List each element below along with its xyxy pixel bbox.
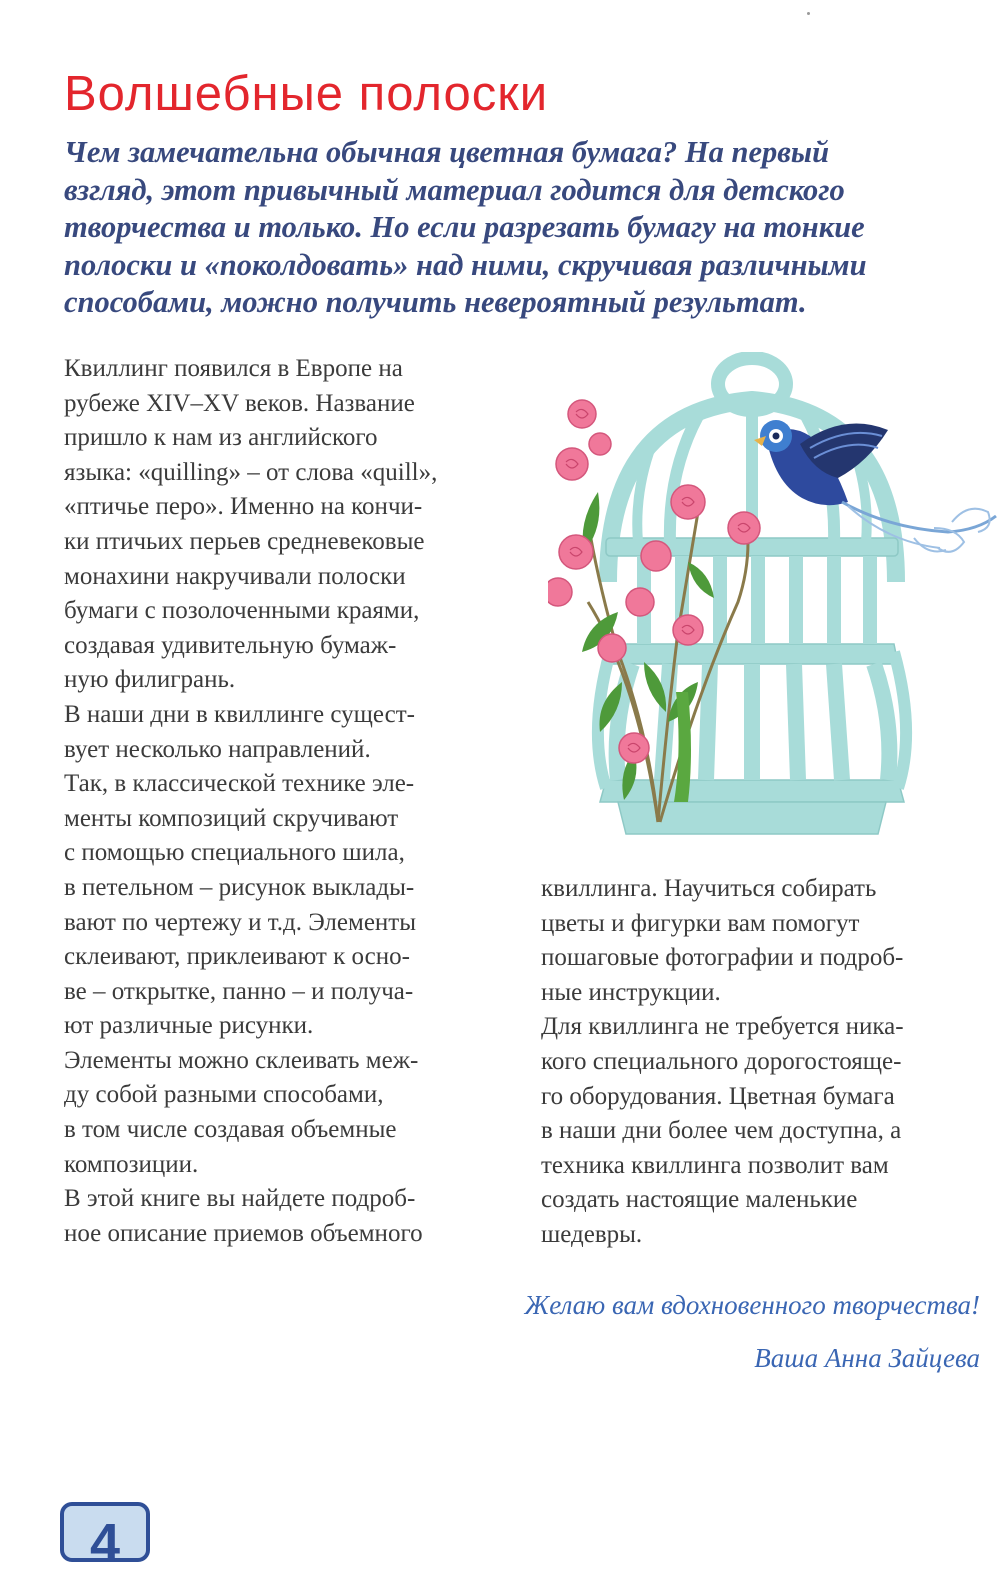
body-line: го оборудования. Цветная бумага	[541, 1082, 895, 1110]
body-line: менты композиций скручивают	[64, 804, 399, 832]
right-column-text	[541, 872, 981, 1253]
intro-line: полоски и «поколдовать» над ними, скручивая различными	[64, 247, 867, 282]
body-line: рубеже XIV–XV веков. Название	[64, 389, 415, 417]
body-line: Для квиллинга не требуется ника-	[541, 1013, 904, 1041]
body-line: языка: «quilling» – от слова «quill»,	[64, 458, 438, 486]
page-number: 4	[89, 1513, 121, 1573]
body-line: В наши дни в квиллинге сущест-	[64, 700, 415, 728]
body-line: создавая удивительную бумаж-	[64, 631, 397, 659]
body-line: в петельном – рисунок выклады-	[64, 873, 415, 901]
intro-line: Чем замечательна обычная цветная бумага? На первый	[64, 135, 830, 169]
body-line: с помощью специального шила,	[64, 839, 405, 867]
body-line: вует несколько направлений.	[64, 735, 371, 763]
body-line: в наши дни более чем доступна, а	[541, 1117, 902, 1145]
body-line: ки птичьих перьев средневековые	[64, 527, 425, 555]
body-line: цветы и фигурки вам помогут	[541, 909, 860, 937]
body-line: техника квиллинга позволит вам	[541, 1151, 889, 1179]
body-line: пришло к нам из английского	[64, 424, 378, 452]
body-line: ную филигрань.	[64, 666, 236, 694]
body-line: в том числе создавая объемные	[64, 1116, 397, 1144]
intro-line: способами, можно получить невероятный результат.	[64, 285, 807, 319]
body-line: квиллинга. Научиться собирать	[541, 875, 877, 902]
author-signature: Ваша Анна Зайцева	[754, 1343, 980, 1373]
body-line: «птичье перо». Именно на кончи-	[64, 493, 423, 521]
closing-wish: Желаю вам вдохновенного творчества!	[524, 1290, 980, 1320]
body-line: создать настоящие маленькие	[541, 1186, 858, 1214]
body-line: пошаговые фотографии и подроб-	[541, 944, 904, 972]
intro-line: творчества и только. Но если разрезать бумагу на тонкие	[64, 210, 865, 244]
body-line: ду собой разными способами,	[64, 1081, 384, 1109]
intro-line: взгляд, этот привычный материал годится для детского	[64, 172, 845, 207]
body-line: Квиллинг появился в Европе на	[64, 355, 403, 382]
body-line: Элементы можно склеивать меж-	[64, 1046, 419, 1074]
body-line: шедевры.	[541, 1220, 643, 1248]
left-column-text	[64, 352, 514, 1251]
body-line: бумаги с позолоченными краями,	[64, 597, 420, 625]
body-line: кого специального дорогостояще-	[541, 1047, 902, 1075]
body-line: ное описание приемов объемного	[64, 1219, 423, 1247]
page-title: Волшебные полоски	[64, 67, 549, 121]
body-line: В этой книге вы найдете подроб-	[64, 1185, 416, 1213]
quilling-cage-illustration	[548, 352, 1000, 838]
scan-speck	[807, 12, 810, 15]
body-line: Так, в классической технике эле-	[64, 770, 415, 798]
body-line: композиции.	[64, 1150, 199, 1178]
body-line: склеивают, приклеивают к осно-	[64, 943, 410, 971]
body-line: ве – открытке, панно – и получа-	[64, 977, 414, 1005]
body-line: ные инструкции.	[541, 978, 721, 1006]
page-number-badge	[60, 1502, 150, 1573]
body-line: ют различные рисунки.	[64, 1012, 314, 1040]
rose-icon	[548, 400, 760, 763]
body-line: вают по чертежу и т.д. Элементы	[64, 908, 417, 936]
body-line: монахини накручивали полоски	[64, 562, 406, 590]
intro-paragraph	[64, 134, 984, 322]
